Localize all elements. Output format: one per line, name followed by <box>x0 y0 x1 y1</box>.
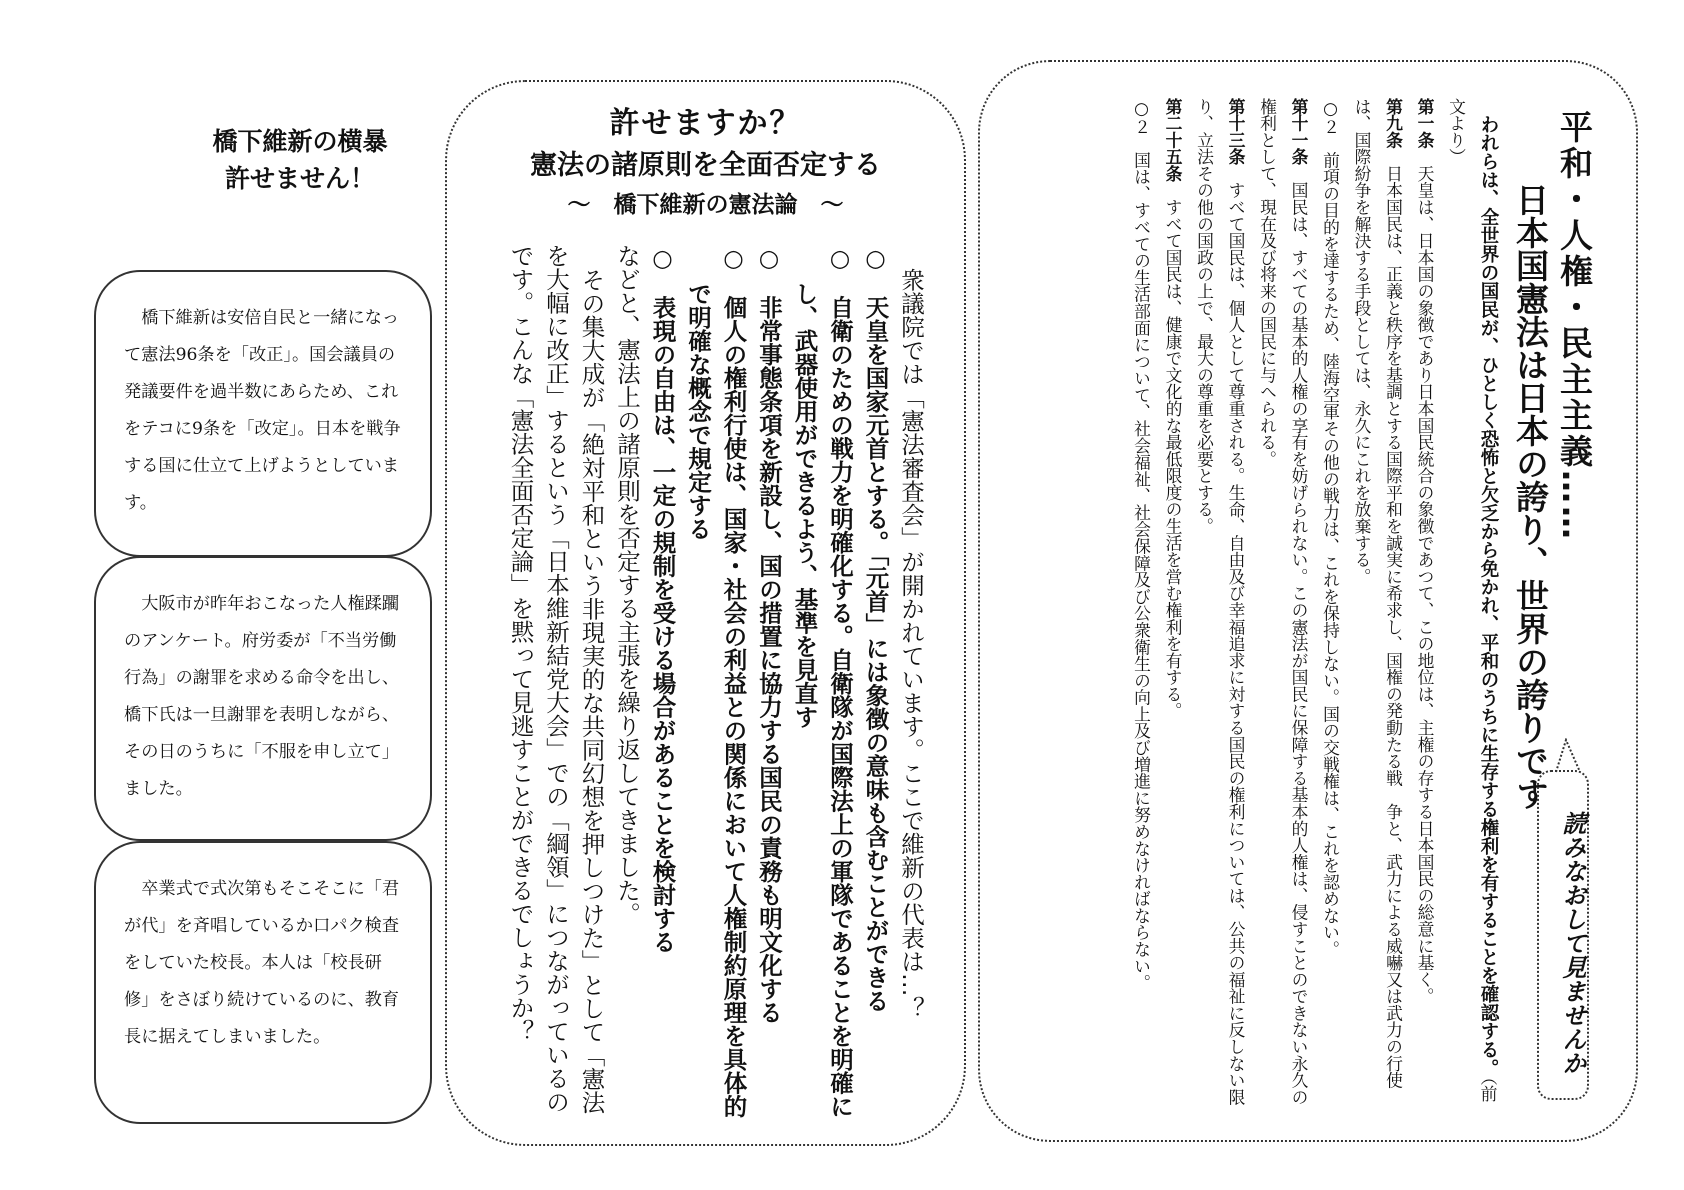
note-text: 卒業式で式次第もそこそこに「君が代」を斉唱しているか口パク検査をしていた校長。本人は「校長研修」をさぼり続けているのに、教育長に据えてしまいました。 <box>124 879 400 1047</box>
bullet-item: ○ 表現の自由は、一定の規制を受ける場合があることを検討する <box>648 244 677 954</box>
article-number: ○２ <box>1131 98 1152 135</box>
article-item <box>1346 98 1409 1108</box>
article-item <box>1251 98 1314 1108</box>
callout-text: 読みなおして見ませんか <box>1558 811 1586 1075</box>
article-text: 日本国民は、正義と秩序を基調とする国際平和を誠実に希求し、国権の発動たる戦 争と、武力による威嚇又は武力の行使は、国際紛争を解決する手段としては、永久にこれを放棄する。 <box>1352 98 1404 1089</box>
panel-body <box>478 244 928 1124</box>
article-item <box>1125 98 1157 1108</box>
title-line2: 日本国憲法は日本の誇り、世界の誇りです <box>1511 182 1550 810</box>
preamble-text: われらは、全世界の国民が、ひとしく恐怖と欠乏から免かれ、平和のうちに生存する権利を有することを確認する。 <box>1478 114 1499 1077</box>
article-number: 第十三条 <box>1226 98 1246 166</box>
note-box-graduation <box>94 841 432 1124</box>
title-line1: 平和・人権・民主主義…… <box>1555 110 1594 542</box>
intro-paragraph: 衆議院では「憲法審査会」が開かれています。ここで維新の代表は…？ <box>897 267 925 1020</box>
left-title-line1: 橋下維新の横暴 <box>212 127 388 156</box>
article-number: 第二十五条 <box>1163 98 1183 182</box>
heading-question: 許せますか？ <box>609 106 802 141</box>
reread-callout <box>1537 770 1589 1100</box>
note-text: 大阪市が昨年おこなった人権蹂躙のアンケート。府労委が「不当労働行為」の謝罪を求める命令を出し、橋下氏は一旦謝罪を表明しながら、その日のうちに「不服を申し立て」ました。 <box>124 594 400 799</box>
left-title-line2: 許せません！ <box>224 164 375 193</box>
bullet-item: ○ 天皇を国家元首とする。「元首」には象徴の意味も含むことができる <box>861 244 890 1013</box>
article-item <box>1157 98 1189 1108</box>
article-text: 天皇は、日本国の象徴であり日本国民統合の象徴であつて、この地位は、主権の存する日本国民の総意に基く。 <box>1415 165 1435 1005</box>
article-number: 第十一条 <box>1289 98 1309 166</box>
article-item <box>1409 98 1441 1108</box>
preamble-note: （前文より） <box>1446 98 1498 1102</box>
closing-paragraph: などと、憲法上の諸原則を否定する主張を繰り返してきました。 <box>613 244 641 926</box>
panel-title <box>1508 110 1596 810</box>
article-text: すべて国民は、健康で文化的な最低限度の生活を営む権利を有する。 <box>1163 198 1183 720</box>
heading-subtitle: 憲法の諸原則を全面否定する <box>530 150 881 181</box>
note-box-article96 <box>94 270 432 557</box>
bullet-item: ○ 自衛のための戦力を明確化する。自衛隊が国際法上の軍隊であることを明確にし、武器使用ができるよう、基準を見直す <box>790 244 854 1118</box>
article-item <box>1188 98 1251 1108</box>
bullet-item: ○ 個人の権利行使は、国家・社会の利益との関係において人権制約原理を具体的で明確な概念で規定する <box>684 244 748 1118</box>
article-text: すべて国民は、個人として尊重される。生命、自由及び幸福追求に対する国民の権利については、公共の福祉に反しない限り、立法その他の国政の上で、最大の尊重を必要とする。 <box>1194 98 1246 1106</box>
bullet-item: ○ 非常事態条項を新設し、国の措置に協力する国民の責務も明文化する <box>755 244 783 1024</box>
left-column-title <box>165 123 435 197</box>
article-item <box>1314 98 1346 1108</box>
constitution-argument-panel <box>445 80 966 1146</box>
callout-pointer <box>1552 738 1586 774</box>
article-text: 前項の目的を達するため、陸海空軍その他の戦力は、これを保持しない。国の交戦権は、これを認めない。 <box>1320 151 1341 958</box>
preamble-quote <box>1440 98 1504 1108</box>
articles-body <box>1014 98 1504 1108</box>
panel-heading <box>447 102 964 224</box>
article-number: 第一条 <box>1415 98 1435 149</box>
note-text: 橋下維新は安倍自民と一緒になって憲法96条を「改正」。国会議員の発議要件を過半数にあらため、これをテコに9条を「改定」。日本を戦争する国に仕立て上げようとしています。 <box>124 308 401 513</box>
article-number: ○２ <box>1320 98 1341 135</box>
note-box-osaka-survey <box>94 556 432 841</box>
heading-theme: ～ 橋下維新の憲法論 ～ <box>567 192 844 218</box>
article-text: 国は、すべての生活部面について、社会福祉、社会保障及び公衆衛生の向上及び増進に努めなければならない。 <box>1131 151 1152 992</box>
closing-paragraph: その集大成が「絶対平和という非現実的な共同幻想を押しつけた」として「憲法を大幅に改正」するという「日本維新結党大会」での「綱領」につながっているのです。こんな「憲法全面否定論」を黙って見逃すことができるでしょうか？ <box>506 244 606 1114</box>
article-number: 第九条 <box>1383 98 1404 149</box>
article-text: 国民は、すべての基本的人権の享有を妨げられない。この憲法が国民に保障する基本的人権は、侵すことのできない永久の権利として、現在及び将来の国民に与へられる。 <box>1257 98 1309 1106</box>
